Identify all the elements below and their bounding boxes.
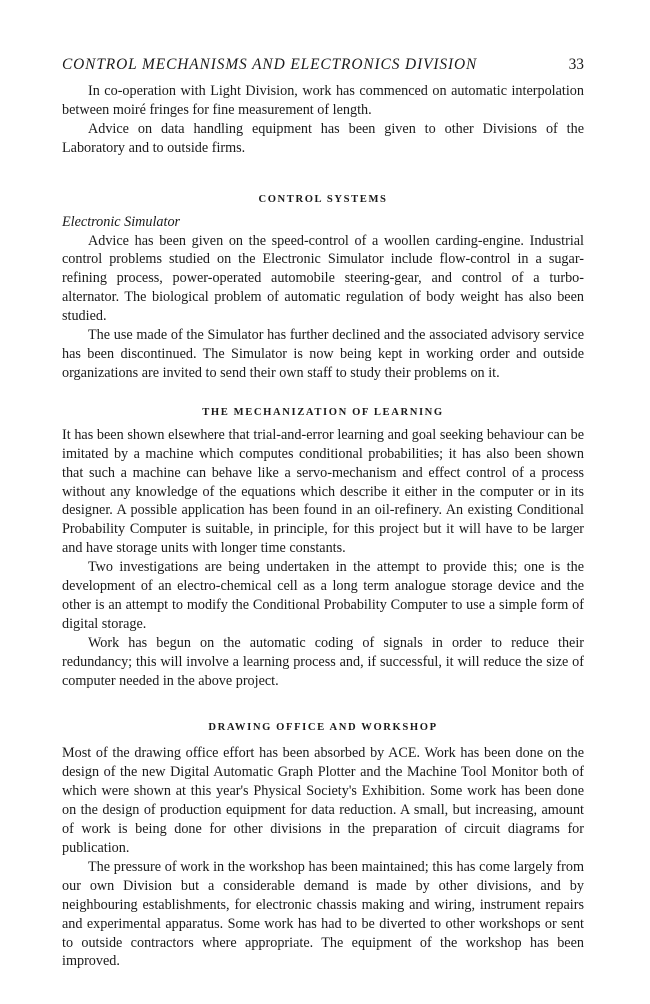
control-systems-section xyxy=(62,194,584,383)
running-header xyxy=(62,56,584,74)
paragraph: Most of the drawing office effort has been absorbed by ACE. Work has been done on the design of the new Digital Automatic Graph Plotter and the Machine Tool Monitor both of which were shown at this year's Physical Society's Exhibition. Some work has been done on the design of production equipment for data reduction. A small, but increasing, amount of work is being done for other divisions in the preparation of circuit diagrams for publication. xyxy=(62,745,584,856)
document-page xyxy=(62,56,584,971)
header-title: CONTROL MECHANISMS AND ELECTRONICS DIVISION xyxy=(62,56,478,73)
section-heading: DRAWING OFFICE AND WORKSHOP xyxy=(208,722,438,734)
paragraph: The use made of the Simulator has further declined and the associated advisory service has been discontinued. The Simulator is now being kept in working order and outside organizations are invited to send their own staff to study their problems on it. xyxy=(62,327,584,381)
section-heading: THE MECHANIZATION OF LEARNING xyxy=(202,406,444,418)
mechanization-section xyxy=(62,407,584,691)
intro-section xyxy=(62,82,584,158)
page-number: 33 xyxy=(568,56,584,73)
paragraph: In co-operation with Light Division, work has commenced on automatic interpolation between moiré fringes for fine measurement of length. xyxy=(62,83,584,118)
paragraph: Advice has been given on the speed-control of a woollen carding-engine. Industrial control problems studied on the Electronic Simulator include flow-control in a sugar-refining process, power-operated automobile steering-gear, and control of a turbo-alternator. The biological problem of automatic regulation of body weight has also been studied. xyxy=(62,232,584,325)
subsection-heading: Electronic Simulator xyxy=(62,213,181,230)
section-heading: CONTROL SYSTEMS xyxy=(258,193,388,205)
drawing-office-section xyxy=(62,722,584,971)
paragraph: Advice on data handling equipment has been given to other Divisions of the Laboratory and to outside firms. xyxy=(62,120,584,156)
paragraph: It has been shown elsewhere that trial-and-error learning and goal seeking behaviour can be imitated by a machine which computes conditional probabilities; it has also been shown that such a machine can behave like a servo-mechanism and effect control of a process without any knowledge of the equations which describe it either in the computer or in its designer. A possible application has been found in an oil-refinery. An existing Conditional Probability Computer is suitable, in principle, for this project but it will have to be larger and have storage units with longer time constants. xyxy=(62,426,584,557)
paragraph: Work has begun on the automatic coding of signals in order to reduce their redundancy; this will involve a learning process and, if successful, it will reduce the size of computer needed in the above project. xyxy=(62,634,584,689)
paragraph: The pressure of work in the workshop has been maintained; this has come largely from our own Division but a considerable demand is made by other divisions, and by neighbouring establishments, for electronic chassis making and wiring, instrument repairs and experimental apparatus. Some work has had to be diverted to other workshops or sent to outside contractors where appropriate. The equipment of the workshop has been improved. xyxy=(62,858,584,970)
paragraph: Two investigations are being undertaken in the attempt to provide this; one is the development of an electro-chemical cell as a long term analogue storage device and the other is an attempt to modify the Conditional Probability Computer to use a simple form of digital storage. xyxy=(62,559,584,632)
